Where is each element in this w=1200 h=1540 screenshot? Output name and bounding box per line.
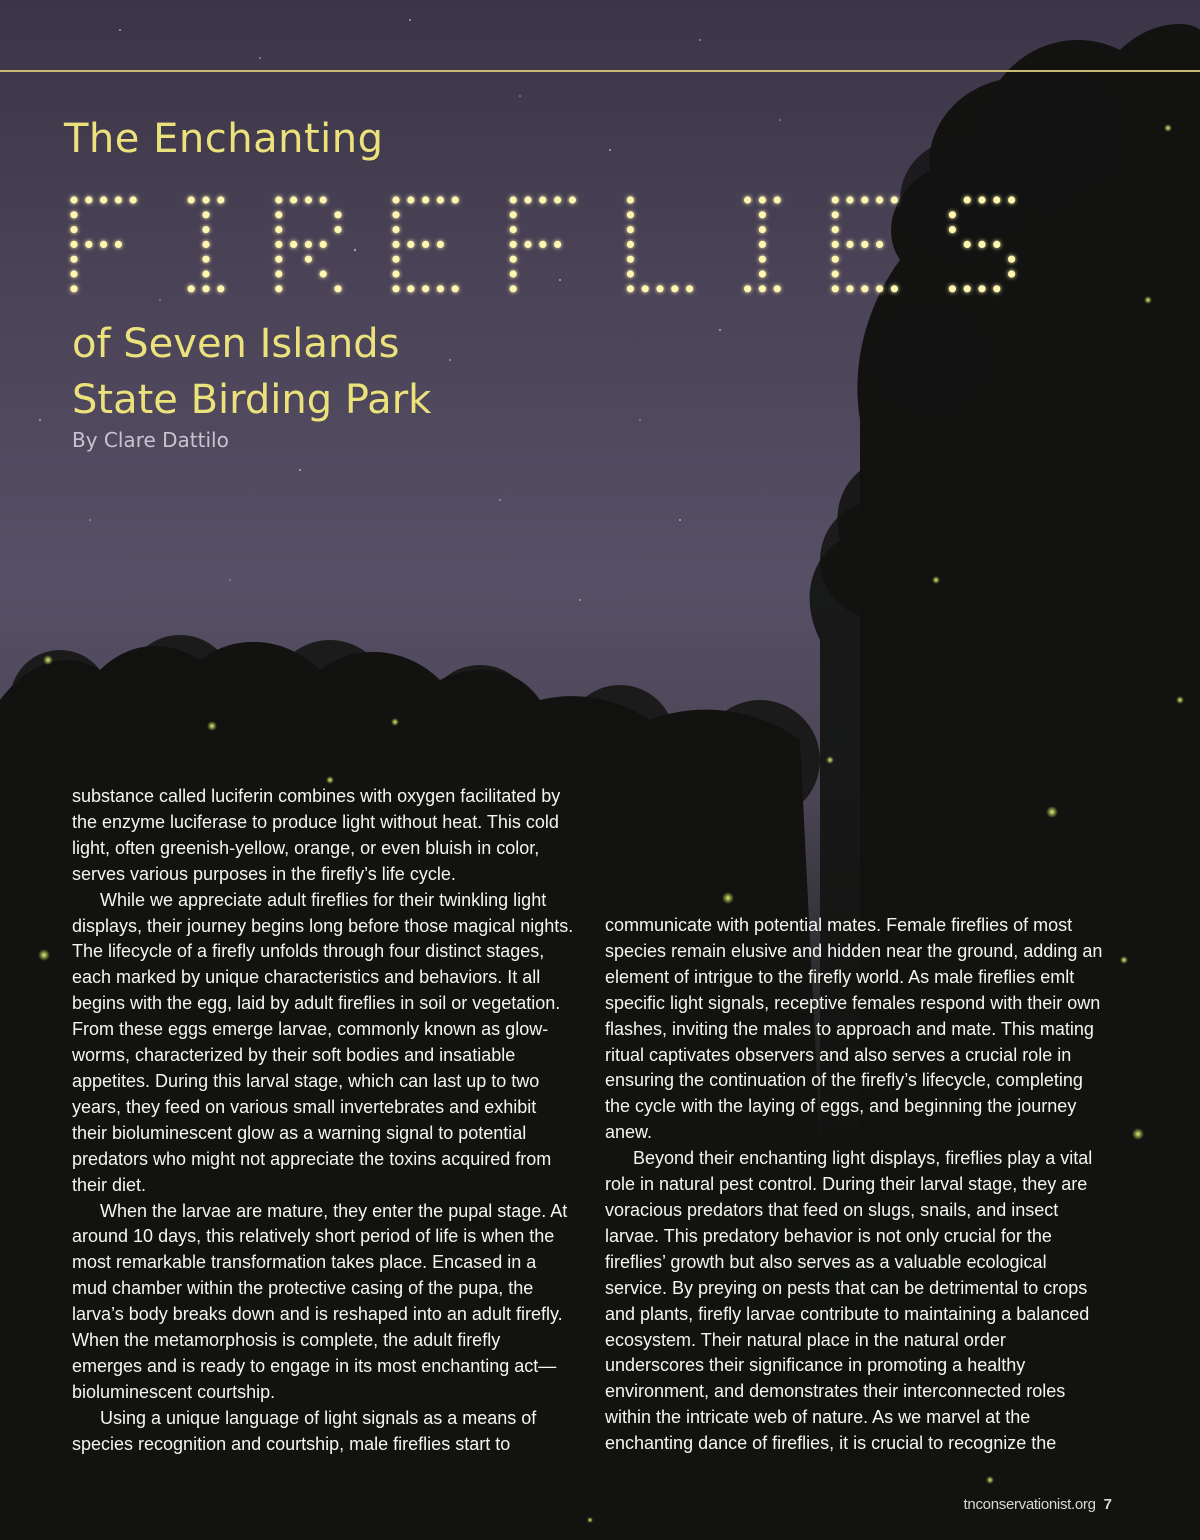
title-dot (188, 196, 195, 203)
title-dot (832, 270, 839, 277)
title-dot (275, 285, 282, 292)
title-dot (774, 196, 781, 203)
title-dot (759, 241, 766, 248)
fireflies-dot-title (0, 0, 1200, 320)
paragraph: Using a unique language of light signals as a means of species recognition and courtship, male fireflies start to (72, 1407, 537, 1454)
title-kicker: The Enchanting (64, 116, 384, 162)
title-dot (437, 241, 444, 248)
title-dot (891, 196, 898, 203)
paragraph: communicate with potential mates. Female fireflies of most species remain elusive and hidden near the ground, adding an element of intrigue to the firefly world. As male fireflies emlt specific light signals, receptive females respond with their own flashes, inviting the males to approach and mate. This mating ritual captivates observers and also serves a crucial role in ensuring the continuation of the firefly’s lifecycle, completing the cycle with the laying of eggs, and beginning the journey anew. (605, 915, 1103, 1143)
title-dot (627, 270, 634, 277)
title-dot (554, 196, 561, 203)
title-dot (305, 196, 312, 203)
title-dot (774, 285, 781, 292)
title-dot (832, 241, 839, 248)
title-dot (392, 270, 399, 277)
title-dot (759, 226, 766, 233)
title-dot (334, 211, 341, 218)
title-dot (202, 211, 209, 218)
paragraph: When the larvae are mature, they enter the pupal stage. At around 10 days, this relatively short period of life is when the most remarkable transformation takes place. Encased in a mud chamber within the protective casing of the pupa, the larva’s body breaks down and is reshaped into an adult firefly. When the metamorphosis is complete, the adult firefly emerges and is ready to engage in its most enchanting act—bioluminescent courtship. (72, 1200, 568, 1402)
title-dot (627, 211, 634, 218)
title-dot (188, 285, 195, 292)
title-dot (993, 285, 1000, 292)
title-dot (202, 256, 209, 263)
title-dot (759, 285, 766, 292)
title-dot (392, 226, 399, 233)
title-dot (275, 270, 282, 277)
title-dot (759, 211, 766, 218)
title-subtitle (72, 316, 431, 428)
title-dot (627, 226, 634, 233)
subtitle-line-1: of Seven Islands (72, 321, 400, 367)
title-dot (452, 196, 459, 203)
title-dot (202, 226, 209, 233)
title-dot (627, 256, 634, 263)
title-dot (334, 285, 341, 292)
title-dot (949, 285, 956, 292)
title-dot (759, 256, 766, 263)
title-dot (100, 196, 107, 203)
page-number: 7 (1103, 1496, 1112, 1513)
title-dot (275, 226, 282, 233)
title-dot (510, 211, 517, 218)
title-dot (422, 196, 429, 203)
title-dot (832, 211, 839, 218)
title-dot (320, 241, 327, 248)
dot-letters (70, 196, 1015, 292)
body-column-2 (605, 913, 1107, 1457)
title-dot (305, 256, 312, 263)
title-dot (407, 241, 414, 248)
title-dot (1008, 196, 1015, 203)
title-dot (671, 285, 678, 292)
title-dot (217, 196, 224, 203)
title-dot (642, 285, 649, 292)
title-dot (832, 256, 839, 263)
title-dot (85, 196, 92, 203)
title-dot (744, 196, 751, 203)
title-dot (510, 270, 517, 277)
title-dot (1008, 270, 1015, 277)
title-dot (876, 241, 883, 248)
title-dot (70, 196, 77, 203)
title-dot (832, 196, 839, 203)
title-dot (832, 226, 839, 233)
title-dot (627, 241, 634, 248)
title-dot (202, 285, 209, 292)
title-dot (524, 196, 531, 203)
title-dot (217, 285, 224, 292)
title-dot (275, 211, 282, 218)
title-dot (846, 196, 853, 203)
title-dot (70, 241, 77, 248)
title-dot (569, 196, 576, 203)
title-dot (290, 196, 297, 203)
title-dot (202, 196, 209, 203)
footer-url: tnconservationist.org (963, 1496, 1096, 1513)
title-dot (891, 285, 898, 292)
title-dot (759, 270, 766, 277)
title-dot (510, 285, 517, 292)
paragraph: While we appreciate adult fireflies for their twinkling light displays, their journey begins long before those magical nights. The lifecycle of a firefly unfolds through four distinct stages, each marked by unique characteristics and behaviors. It all begins with the egg, laid by adult fireflies in soil or vegetation. From these eggs emerge larvae, commonly known as glow-worms, characterized by their soft bodies and insatiable appetites. During this larval stage, which can last up to two years, they feed on various small invertebrates and exhibit their bioluminescent glow as a warning signal to potential predators who might not appreciate the toxins acquired from their diet. (72, 889, 574, 1195)
title-dot (392, 241, 399, 248)
title-dot (744, 285, 751, 292)
title-dot (539, 196, 546, 203)
title-dot (656, 285, 663, 292)
title-dot (510, 196, 517, 203)
title-dot (978, 196, 985, 203)
title-dot (437, 285, 444, 292)
title-dot (510, 226, 517, 233)
body-column-1 (72, 784, 574, 1458)
title-dot (759, 196, 766, 203)
title-dot (964, 285, 971, 292)
paragraph: Beyond their enchanting light displays, fireflies play a vital role in natural pest control. During their larval stage, they are voracious predators that feed on slugs, snails, and insect larvae. This predatory behavior is not only crucial for the fireflies’ growth but also serves as a valuable ecological service. By preying on pests that can be detrimental to crops and plants, firefly larvae contribute to maintaining a balanced ecosystem. Their natural place in the natural order underscores their significance in promoting a healthy environment, and demonstrates their interconnected roles within the intricate web of nature. As we marvel at the enchanting dance of fireflies, it is crucial to recognize the (605, 1148, 1093, 1454)
title-dot (832, 285, 839, 292)
title-dot (993, 241, 1000, 248)
title-dot (861, 196, 868, 203)
title-dot (334, 226, 341, 233)
title-dot (70, 270, 77, 277)
page-footer (964, 1496, 1112, 1513)
title-dot (130, 196, 137, 203)
title-dot (202, 241, 209, 248)
title-dot (846, 285, 853, 292)
title-dot (1008, 256, 1015, 263)
subtitle-line-2: State Birding Park (72, 377, 432, 423)
title-dot (70, 285, 77, 292)
title-dot (437, 196, 444, 203)
title-dot (320, 196, 327, 203)
title-dot (978, 241, 985, 248)
title-dot (290, 241, 297, 248)
title-dot (407, 285, 414, 292)
title-dot (115, 196, 122, 203)
title-dot (524, 241, 531, 248)
title-dot (627, 285, 634, 292)
title-dot (422, 285, 429, 292)
title-dot (861, 285, 868, 292)
title-dot (392, 196, 399, 203)
title-dot (949, 211, 956, 218)
title-dot (202, 270, 209, 277)
title-dot (949, 226, 956, 233)
title-dot (392, 211, 399, 218)
title-dot (876, 285, 883, 292)
title-dot (993, 196, 1000, 203)
byline: By Clare Dattilo (72, 428, 229, 452)
title-dot (964, 241, 971, 248)
title-dot (422, 241, 429, 248)
title-dot (510, 256, 517, 263)
title-dot (627, 196, 634, 203)
title-dot (275, 241, 282, 248)
title-dot (275, 256, 282, 263)
title-dot (392, 285, 399, 292)
title-dot (70, 256, 77, 263)
title-dot (407, 196, 414, 203)
title-dot (320, 270, 327, 277)
title-dot (70, 226, 77, 233)
title-dot (70, 211, 77, 218)
title-dot (392, 256, 399, 263)
paragraph: substance called luciferin combines with oxygen facilitated by the enzyme luciferase to produce light without heat. This cold light, often greenish-yellow, orange, or even bluish in color, serves various purposes in the firefly’s life cycle. (72, 786, 561, 884)
title-dot (876, 196, 883, 203)
title-dot (115, 241, 122, 248)
title-dot (978, 285, 985, 292)
title-dot (85, 241, 92, 248)
title-dot (846, 241, 853, 248)
title-dot (510, 241, 517, 248)
title-dot (539, 241, 546, 248)
title-dot (554, 241, 561, 248)
title-dot (305, 241, 312, 248)
title-dot (964, 196, 971, 203)
title-dot (100, 241, 107, 248)
title-dot (861, 241, 868, 248)
title-dot (686, 285, 693, 292)
title-dot (452, 285, 459, 292)
title-dot (275, 196, 282, 203)
